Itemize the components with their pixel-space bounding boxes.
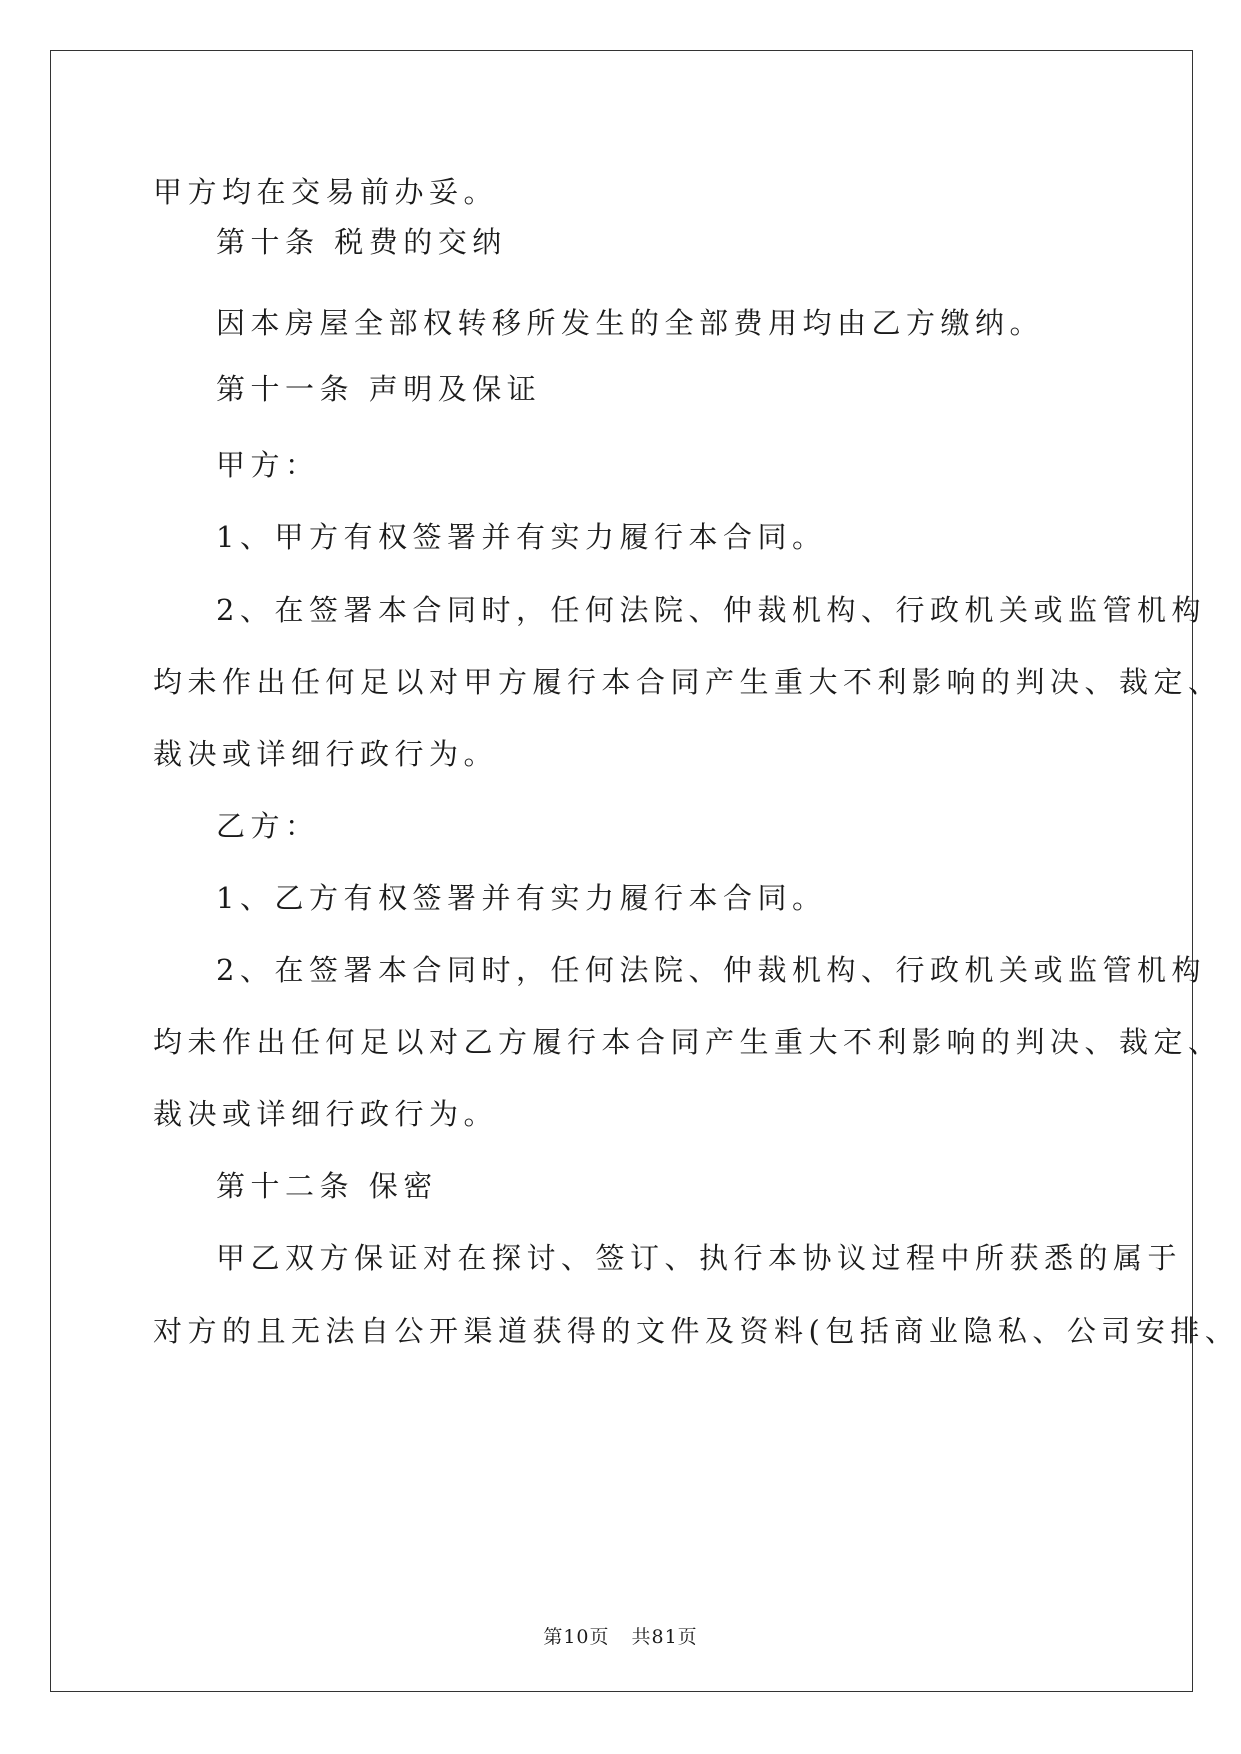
page-footer <box>0 1625 1241 1649</box>
party-b-item-2-line-1: 2、在签署本合同时，任何法院、仲裁机构、行政机关或监管机构 <box>216 953 1206 987</box>
party-b-item-2-line-3: 裁决或详细行政行为。 <box>153 1097 499 1131</box>
confidentiality-line-1: 甲乙双方保证对在探讨、签订、执行本协议过程中所获悉的属于 <box>216 1241 1183 1275</box>
body-line-1: 甲方均在交易前办妥。 <box>153 175 499 209</box>
page-border <box>50 50 1193 1692</box>
party-a-item-2-line-1: 2、在签署本合同时，任何法院、仲裁机构、行政机关或监管机构 <box>216 593 1206 627</box>
party-a-item-2-line-3: 裁决或详细行政行为。 <box>153 737 499 771</box>
party-a-label: 甲方： <box>216 448 320 482</box>
current-page-number: 第10页 <box>543 1626 610 1648</box>
article-10-heading: 第十条 税费的交纳 <box>216 225 507 259</box>
party-b-item-1: 1、乙方有权签署并有实力履行本合同。 <box>216 881 827 915</box>
body-line-3: 因本房屋全部权转移所发生的全部费用均由乙方缴纳。 <box>216 306 1045 340</box>
party-a-item-2-line-2: 均未作出任何足以对甲方履行本合同产生重大不利影响的判决、裁定、 <box>153 665 1223 699</box>
article-12-heading: 第十二条 保密 <box>216 1169 438 1203</box>
party-a-item-1: 1、甲方有权签署并有实力履行本合同。 <box>216 520 827 554</box>
party-b-label: 乙方： <box>216 809 320 843</box>
total-page-count: 共81页 <box>631 1626 698 1648</box>
confidentiality-line-2: 对方的且无法自公开渠道获得的文件及资料(包括商业隐私、公司安排、 <box>153 1314 1240 1348</box>
article-11-heading: 第十一条 声明及保证 <box>216 372 542 406</box>
party-b-item-2-line-2: 均未作出任何足以对乙方履行本合同产生重大不利影响的判决、裁定、 <box>153 1025 1223 1059</box>
